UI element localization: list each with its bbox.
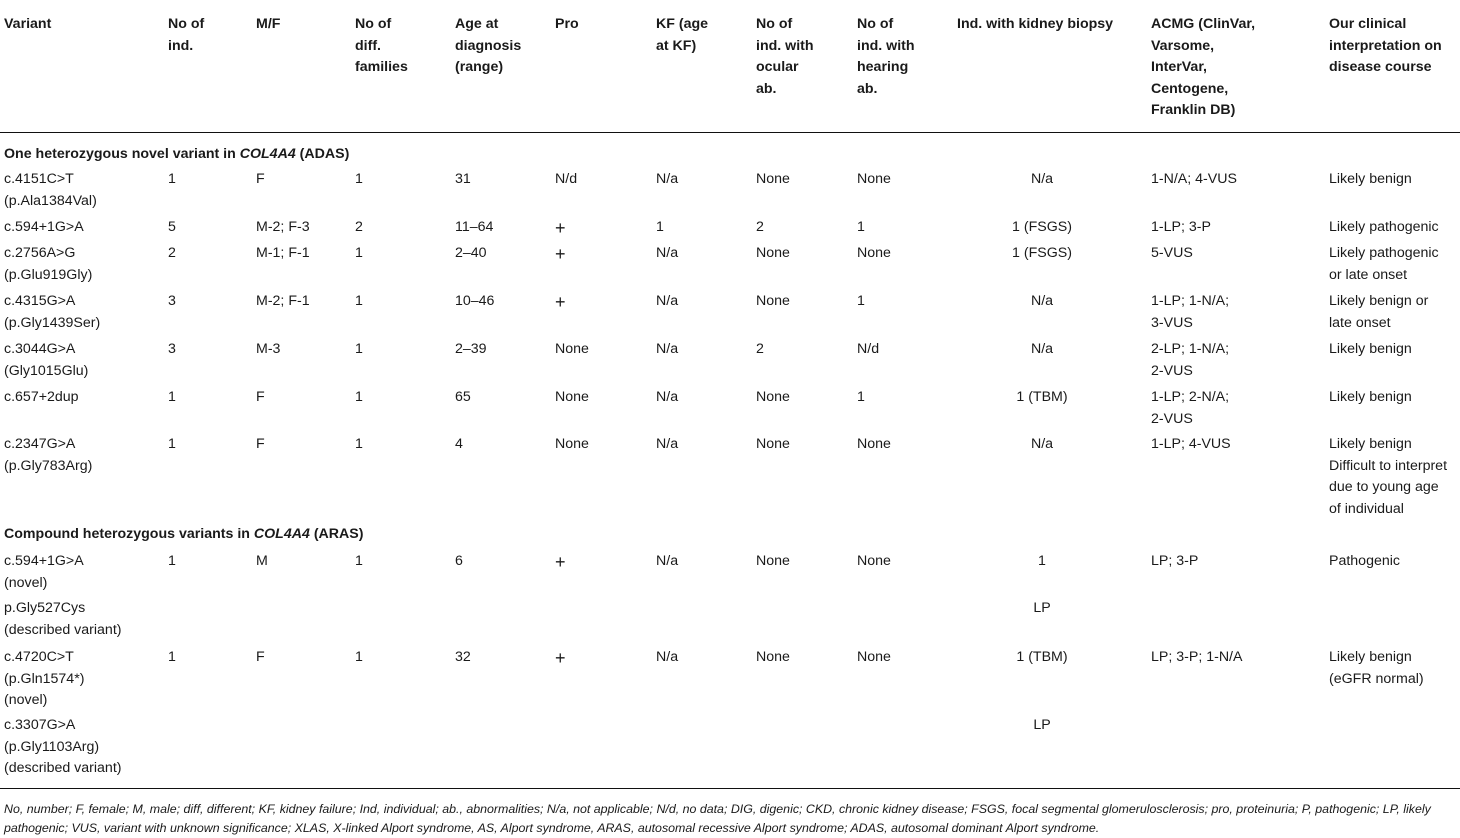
cell-hearing: None: [857, 171, 891, 187]
cell-age: 2–40: [455, 245, 487, 261]
cell-acmg: 5-VUS: [1151, 245, 1193, 261]
cell-interpretation: Likely benign: [1329, 171, 1412, 187]
cell-biopsy: N/a: [1030, 341, 1054, 357]
cell-interpretation: Pathogenic: [1329, 553, 1400, 569]
cell-age: 2–39: [455, 341, 487, 357]
cell-age: 6: [455, 553, 463, 569]
cell-ocular: None: [756, 245, 790, 261]
cell-no-ind: 1: [168, 171, 176, 187]
header-no-ind: No of ind.: [168, 16, 205, 54]
cell-no-ind: 1: [168, 389, 176, 405]
cell-interpretation: Likely benign: [1329, 389, 1412, 405]
cell-kf: N/a: [656, 649, 679, 665]
cell-biopsy: LP: [1033, 600, 1051, 616]
header-ocular: No of ind. with ocular ab.: [756, 16, 814, 97]
cell-mf: M: [256, 553, 268, 569]
cell-ocular: None: [756, 171, 790, 187]
cell-no-families: 1: [355, 245, 363, 261]
cell-variant: p.Gly527Cys (described variant): [4, 600, 122, 638]
cell-pro: +: [555, 218, 566, 238]
cell-interpretation: Likely benign Difficult to interpret due to young age of individual: [1329, 436, 1448, 517]
cell-biopsy: N/a: [1030, 293, 1054, 309]
cell-biopsy: LP: [1033, 717, 1051, 733]
cell-variant: c.2347G>A (p.Gly783Arg): [4, 436, 93, 474]
cell-pro: None: [555, 341, 589, 357]
cell-acmg: 1-LP; 3-P: [1151, 219, 1211, 235]
cell-interpretation: Likely pathogenic: [1329, 219, 1439, 235]
header-pro: Pro: [555, 16, 579, 32]
cell-pro: +: [555, 292, 566, 312]
header-no-families: No of diff. families: [355, 16, 408, 75]
cell-variant: c.4151C>T (p.Ala1384Val): [4, 171, 97, 209]
cell-interpretation: Likely benign: [1329, 341, 1412, 357]
cell-variant: c.4720C>T (p.Gln1574*) (novel): [4, 649, 85, 708]
cell-age: 10–46: [455, 293, 495, 309]
cell-mf: M-2; F-1: [256, 293, 310, 309]
cell-no-families: 1: [355, 436, 363, 452]
cell-variant: c.3044G>A (Gly1015Glu): [4, 341, 89, 379]
cell-hearing: 1: [857, 389, 865, 405]
cell-mf: M-2; F-3: [256, 219, 310, 235]
cell-no-ind: 1: [168, 436, 176, 452]
cell-biopsy: N/a: [1030, 171, 1054, 187]
cell-variant: c.3307G>A (p.Gly1103Arg) (described variant): [4, 717, 122, 776]
header-age: Age at diagnosis (range): [455, 16, 522, 75]
cell-ocular: 2: [756, 341, 764, 357]
header-kf: KF (age at KF): [656, 16, 709, 54]
cell-interpretation: Likely benign or late onset: [1329, 293, 1429, 331]
cell-kf: N/a: [656, 171, 679, 187]
cell-ocular: None: [756, 649, 790, 665]
cell-interpretation: Likely benign (eGFR normal): [1329, 649, 1424, 687]
cell-hearing: 1: [857, 293, 865, 309]
cell-variant: c.594+1G>A (novel): [4, 553, 84, 591]
cell-acmg: 1-N/A; 4-VUS: [1151, 171, 1237, 187]
cell-acmg: 1-LP; 2-N/A; 2-VUS: [1151, 389, 1230, 427]
cell-acmg: LP; 3-P: [1151, 553, 1199, 569]
cell-hearing: None: [857, 245, 891, 261]
cell-pro: +: [555, 648, 566, 668]
cell-acmg: 2-LP; 1-N/A; 2-VUS: [1151, 341, 1230, 379]
header-acmg: ACMG (ClinVar, Varsome, InterVar, Centogene, Franklin DB): [1151, 16, 1256, 118]
cell-no-families: 1: [355, 171, 363, 187]
cell-pro: N/d: [555, 171, 578, 187]
cell-no-ind: 3: [168, 341, 176, 357]
cell-hearing: None: [857, 649, 891, 665]
cell-hearing: None: [857, 553, 891, 569]
cell-no-ind: 2: [168, 245, 176, 261]
cell-kf: N/a: [656, 553, 679, 569]
cell-biopsy: 1 (TBM): [1016, 389, 1068, 405]
cell-biopsy: 1 (TBM): [1016, 649, 1068, 665]
table-footnote: No, number; F, female; M, male; diff, different; KF, kidney failure; Ind, individual; ab., abnormalities; N/a, not applicable; N/d, no data; DIG, digenic; CKD, chronic kidney disease; FSGS, focal segmental glomerulosclerosis; pro, proteinuria; P, pathogenic; LP, likely pathogenic; VUS, variant with unknown significance; XLAS, X-linked Alport syndrome, AS, Alport syndrome, ARAS, autosomal recessive Alport syndrome; ADAS, autosomal dominant Alport syndrome.: [4, 802, 1431, 835]
cell-age: 65: [455, 389, 471, 405]
cell-hearing: N/d: [857, 341, 880, 357]
cell-ocular: None: [756, 436, 790, 452]
cell-mf: M-3: [256, 341, 281, 357]
cell-acmg: 1-LP; 4-VUS: [1151, 436, 1231, 452]
cell-biopsy: 1 (FSGS): [1012, 245, 1072, 261]
cell-kf: 1: [656, 219, 664, 235]
cell-mf: M-1; F-1: [256, 245, 310, 261]
cell-pro: None: [555, 389, 589, 405]
header-interpretation: Our clinical interpretation on disease course: [1329, 16, 1442, 75]
cell-acmg: LP; 3-P; 1-N/A: [1151, 649, 1243, 665]
cell-biopsy: 1 (FSGS): [1012, 219, 1072, 235]
cell-age: 32: [455, 649, 471, 665]
cell-kf: N/a: [656, 436, 679, 452]
cell-ocular: None: [756, 553, 790, 569]
cell-no-ind: 5: [168, 219, 176, 235]
cell-pro: +: [555, 244, 566, 264]
cell-mf: F: [256, 436, 265, 452]
cell-no-families: 2: [355, 219, 363, 235]
cell-biopsy: N/a: [1030, 436, 1054, 452]
cell-age: 11–64: [455, 219, 494, 235]
cell-interpretation: Likely pathogenic or late onset: [1329, 245, 1439, 283]
cell-no-families: 1: [355, 341, 363, 357]
cell-no-ind: 1: [168, 649, 176, 665]
header-biopsy: Ind. with kidney biopsy: [957, 16, 1114, 32]
cell-mf: F: [256, 171, 265, 187]
header-rule: [0, 132, 1460, 133]
cell-no-families: 1: [355, 649, 363, 665]
cell-no-families: 1: [355, 293, 363, 309]
section-title-aras: Compound heterozygous variants in COL4A4 (ARAS): [4, 526, 364, 542]
cell-variant: c.594+1G>A: [4, 219, 84, 235]
cell-ocular: None: [756, 389, 790, 405]
cell-age: 31: [455, 171, 471, 187]
cell-variant: c.657+2dup: [4, 389, 79, 405]
cell-ocular: 2: [756, 219, 764, 235]
cell-mf: F: [256, 649, 265, 665]
cell-kf: N/a: [656, 293, 679, 309]
cell-mf: F: [256, 389, 265, 405]
cell-variant: c.2756A>G (p.Glu919Gly): [4, 245, 93, 283]
cell-no-ind: 1: [168, 553, 176, 569]
cell-pro: +: [555, 552, 566, 572]
cell-age: 4: [455, 436, 463, 452]
cell-variant: c.4315G>A (p.Gly1439Ser): [4, 293, 101, 331]
cell-ocular: None: [756, 293, 790, 309]
cell-biopsy: 1: [1038, 553, 1046, 569]
cell-no-ind: 3: [168, 293, 176, 309]
cell-acmg: 1-LP; 1-N/A; 3-VUS: [1151, 293, 1230, 331]
cell-no-families: 1: [355, 553, 363, 569]
cell-kf: N/a: [656, 341, 679, 357]
cell-hearing: 1: [857, 219, 865, 235]
header-hearing: No of ind. with hearing ab.: [857, 16, 915, 97]
cell-kf: N/a: [656, 245, 679, 261]
cell-kf: N/a: [656, 389, 679, 405]
header-mf: M/F: [256, 16, 281, 32]
header-variant: Variant: [4, 16, 52, 32]
section-title-adas: One heterozygous novel variant in COL4A4 (ADAS): [4, 146, 350, 162]
cell-hearing: None: [857, 436, 891, 452]
cell-pro: None: [555, 436, 589, 452]
cell-no-families: 1: [355, 389, 363, 405]
footer-rule: [0, 788, 1460, 789]
